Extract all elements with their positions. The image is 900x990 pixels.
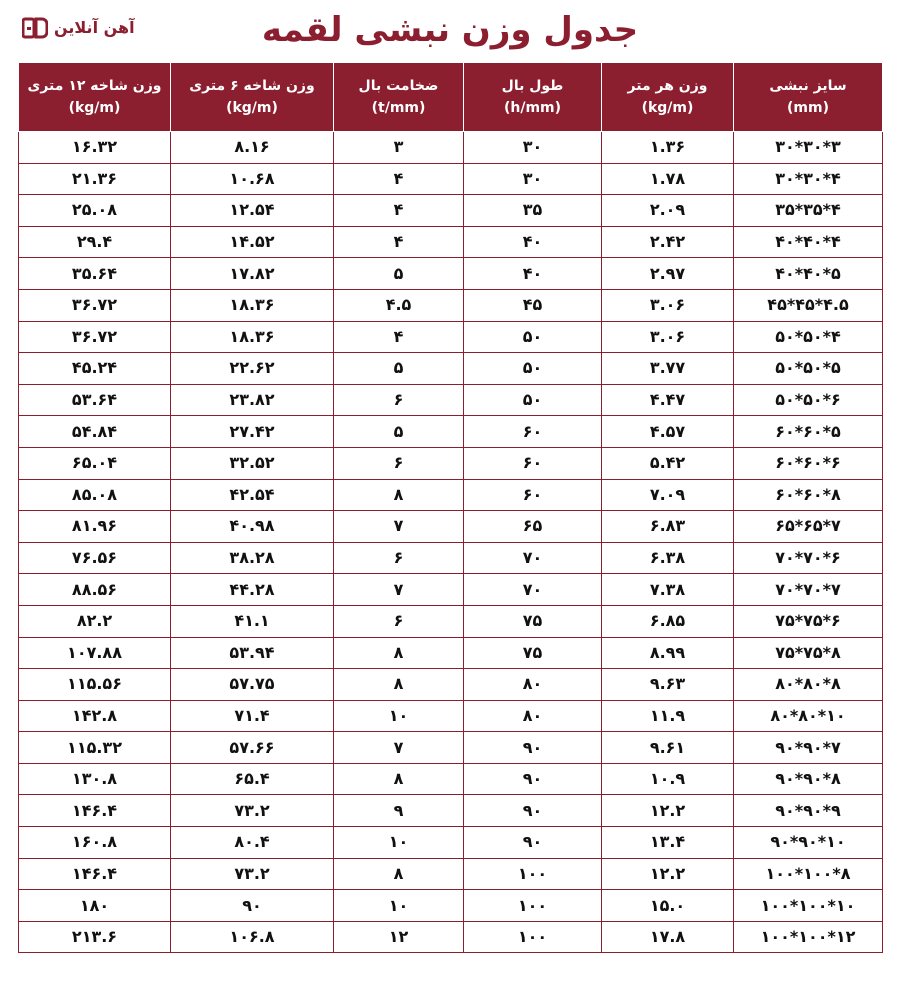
cell-size: ۶۰*۶۰*۸: [734, 479, 883, 511]
header-size: [734, 63, 883, 132]
cell-weight-per-meter: ۶.۸۵: [602, 605, 734, 637]
cell-flange-length: ۶۰: [464, 479, 602, 511]
cell-size: ۶۰*۶۰*۵: [734, 416, 883, 448]
cell-weight-12m: ۱۱۵.۳۲: [19, 732, 171, 764]
cell-weight-12m: ۱۸۰: [19, 890, 171, 922]
cell-flange-length: ۶۰: [464, 447, 602, 479]
table-header: [19, 63, 883, 132]
cell-weight-per-meter: ۹.۶۳: [602, 669, 734, 701]
table-row: [19, 289, 883, 321]
cell-weight-6m: ۱۲.۵۴: [171, 195, 334, 227]
header-row: [19, 63, 883, 132]
cell-weight-per-meter: ۵.۴۲: [602, 447, 734, 479]
table-row: [19, 890, 883, 922]
cell-weight-12m: ۸۱.۹۶: [19, 511, 171, 543]
cell-size: ۴۵*۴۵*۴.۵: [734, 289, 883, 321]
cell-weight-per-meter: ۱.۷۸: [602, 163, 734, 195]
header-flange-thickness-unit: (t/mm): [371, 100, 426, 116]
cell-weight-6m: ۱۴.۵۲: [171, 226, 334, 258]
table-row: [19, 321, 883, 353]
cell-flange-thickness: ۴.۵: [334, 289, 464, 321]
cell-weight-12m: ۳۶.۷۲: [19, 321, 171, 353]
cell-flange-thickness: ۸: [334, 479, 464, 511]
cell-weight-12m: ۲۵.۰۸: [19, 195, 171, 227]
cell-weight-12m: ۸۵.۰۸: [19, 479, 171, 511]
cell-weight-per-meter: ۴.۴۷: [602, 384, 734, 416]
table-row: [19, 921, 883, 953]
cell-weight-6m: ۶۵.۴: [171, 763, 334, 795]
cell-size: ۵۰*۵۰*۵: [734, 353, 883, 385]
cell-weight-12m: ۵۴.۸۴: [19, 416, 171, 448]
cell-weight-per-meter: ۱۱.۹: [602, 700, 734, 732]
cell-flange-thickness: ۵: [334, 353, 464, 385]
cell-flange-thickness: ۱۰: [334, 700, 464, 732]
cell-flange-thickness: ۴: [334, 226, 464, 258]
cell-weight-per-meter: ۱۵.۰: [602, 890, 734, 922]
cell-flange-thickness: ۴: [334, 163, 464, 195]
cell-flange-thickness: ۱۲: [334, 921, 464, 953]
cell-size: ۴۰*۴۰*۴: [734, 226, 883, 258]
cell-weight-6m: ۱۷.۸۲: [171, 258, 334, 290]
table-row: [19, 416, 883, 448]
cell-weight-per-meter: ۲.۰۹: [602, 195, 734, 227]
cell-weight-12m: ۸۲.۲: [19, 605, 171, 637]
cell-flange-thickness: ۴: [334, 195, 464, 227]
cell-weight-per-meter: ۷.۰۹: [602, 479, 734, 511]
cell-flange-length: ۴۵: [464, 289, 602, 321]
cell-flange-thickness: ۶: [334, 605, 464, 637]
header-flange-length-unit: (h/mm): [503, 100, 562, 116]
header-weight-12m-unit: (kg/m): [68, 100, 121, 116]
cell-flange-length: ۷۵: [464, 605, 602, 637]
cell-weight-per-meter: ۱۰.۹: [602, 763, 734, 795]
cell-flange-length: ۹۰: [464, 763, 602, 795]
cell-flange-thickness: ۷: [334, 732, 464, 764]
header-flange-thickness-label: ضخامت بال: [358, 78, 439, 94]
cell-weight-12m: ۵۳.۶۴: [19, 384, 171, 416]
cell-flange-thickness: ۱۰: [334, 890, 464, 922]
header-size-unit: (mm): [787, 100, 829, 116]
cell-flange-thickness: ۶: [334, 447, 464, 479]
cell-weight-6m: ۷۳.۲: [171, 795, 334, 827]
table-row: [19, 226, 883, 258]
table-row: [19, 195, 883, 227]
cell-weight-per-meter: ۹.۶۱: [602, 732, 734, 764]
brand-logo-text: آهن آنلاین: [54, 18, 135, 37]
cell-size: ۴۰*۴۰*۵: [734, 258, 883, 290]
cell-size: ۶۰*۶۰*۶: [734, 447, 883, 479]
cell-weight-6m: ۸۰.۴: [171, 827, 334, 859]
cell-size: ۳۵*۳۵*۴: [734, 195, 883, 227]
header-weight-6m-unit: (kg/m): [226, 100, 278, 116]
cell-flange-thickness: ۶: [334, 384, 464, 416]
cell-weight-6m: ۱۸.۳۶: [171, 289, 334, 321]
header-weight-12m: [19, 63, 171, 132]
cell-size: ۳۰*۳۰*۳: [734, 132, 883, 164]
cell-flange-thickness: ۶: [334, 542, 464, 574]
cell-flange-length: ۴۰: [464, 226, 602, 258]
cell-size: ۷۰*۷۰*۷: [734, 574, 883, 606]
cell-size: ۳۰*۳۰*۴: [734, 163, 883, 195]
cell-size: ۱۰۰*۱۰۰*۱۲: [734, 921, 883, 953]
cell-weight-12m: ۱۴۶.۴: [19, 795, 171, 827]
cell-size: ۶۵*۶۵*۷: [734, 511, 883, 543]
header-weight-per-meter-unit: (kg/m): [641, 100, 694, 116]
table-row: [19, 795, 883, 827]
cell-weight-per-meter: ۸.۹۹: [602, 637, 734, 669]
header-weight-per-meter: [602, 63, 734, 132]
cell-weight-6m: ۴۴.۲۸: [171, 574, 334, 606]
cell-weight-6m: ۱۸.۳۶: [171, 321, 334, 353]
cell-flange-length: ۶۰: [464, 416, 602, 448]
cell-weight-6m: ۴۲.۵۴: [171, 479, 334, 511]
table-body: [19, 132, 883, 953]
cell-weight-6m: ۲۲.۶۲: [171, 353, 334, 385]
cell-weight-12m: ۴۵.۲۴: [19, 353, 171, 385]
table-row: [19, 132, 883, 164]
cell-size: ۹۰*۹۰*۷: [734, 732, 883, 764]
cell-weight-6m: ۷۳.۲: [171, 858, 334, 890]
cell-weight-per-meter: ۱۲.۲: [602, 795, 734, 827]
cell-weight-12m: ۶۵.۰۴: [19, 447, 171, 479]
cell-weight-per-meter: ۱۳.۴: [602, 827, 734, 859]
cell-weight-6m: ۵۳.۹۴: [171, 637, 334, 669]
cell-weight-12m: ۱۱۵.۵۶: [19, 669, 171, 701]
table-row: [19, 858, 883, 890]
cell-weight-12m: ۲۱.۳۶: [19, 163, 171, 195]
cell-flange-thickness: ۹: [334, 795, 464, 827]
cell-weight-per-meter: ۱۲.۲: [602, 858, 734, 890]
cell-size: ۷۵*۷۵*۸: [734, 637, 883, 669]
cell-flange-length: ۱۰۰: [464, 890, 602, 922]
cell-weight-6m: ۴۱.۱: [171, 605, 334, 637]
table-row: [19, 447, 883, 479]
cell-flange-length: ۹۰: [464, 827, 602, 859]
cell-weight-6m: ۵۷.۷۵: [171, 669, 334, 701]
cell-flange-length: ۸۰: [464, 669, 602, 701]
cell-flange-thickness: ۷: [334, 574, 464, 606]
cell-weight-12m: ۱۴۲.۸: [19, 700, 171, 732]
cell-weight-12m: ۲۱۳.۶: [19, 921, 171, 953]
cell-flange-length: ۳۰: [464, 132, 602, 164]
cell-weight-per-meter: ۳.۰۶: [602, 289, 734, 321]
cell-flange-thickness: ۸: [334, 637, 464, 669]
cell-weight-6m: ۴۰.۹۸: [171, 511, 334, 543]
cell-weight-12m: ۱۰۷.۸۸: [19, 637, 171, 669]
cell-flange-length: ۱۰۰: [464, 921, 602, 953]
cell-weight-12m: ۳۶.۷۲: [19, 289, 171, 321]
cell-flange-length: ۵۰: [464, 353, 602, 385]
table-row: [19, 353, 883, 385]
cell-flange-thickness: ۴: [334, 321, 464, 353]
cell-size: ۵۰*۵۰*۶: [734, 384, 883, 416]
cell-weight-6m: ۵۷.۶۶: [171, 732, 334, 764]
cell-flange-thickness: ۸: [334, 763, 464, 795]
table-row: [19, 763, 883, 795]
cell-size: ۹۰*۹۰*۱۰: [734, 827, 883, 859]
page-title: جدول وزن نبشی لقمه: [261, 10, 639, 50]
angle-weight-table: [18, 62, 883, 953]
table-row: [19, 163, 883, 195]
cell-size: ۹۰*۹۰*۸: [734, 763, 883, 795]
cell-flange-thickness: ۷: [334, 511, 464, 543]
table-row: [19, 669, 883, 701]
cell-size: ۱۰۰*۱۰۰*۱۰: [734, 890, 883, 922]
cell-weight-12m: ۲۹.۴: [19, 226, 171, 258]
table-row: [19, 542, 883, 574]
header-weight-12m-label: وزن شاخه ۱۲ متری: [27, 78, 162, 94]
table-row: [19, 700, 883, 732]
cell-flange-length: ۱۰۰: [464, 858, 602, 890]
cell-flange-length: ۵۰: [464, 384, 602, 416]
cell-flange-length: ۶۵: [464, 511, 602, 543]
cell-weight-per-meter: ۶.۳۸: [602, 542, 734, 574]
table-row: [19, 637, 883, 669]
cell-flange-thickness: ۵: [334, 416, 464, 448]
cell-flange-thickness: ۳: [334, 132, 464, 164]
cell-flange-length: ۳۰: [464, 163, 602, 195]
cell-flange-length: ۹۰: [464, 732, 602, 764]
cell-weight-6m: ۲۷.۴۲: [171, 416, 334, 448]
cell-weight-6m: ۸.۱۶: [171, 132, 334, 164]
cell-weight-6m: ۱۰.۶۸: [171, 163, 334, 195]
cell-flange-length: ۳۵: [464, 195, 602, 227]
table-row: [19, 384, 883, 416]
cell-weight-per-meter: ۳.۰۶: [602, 321, 734, 353]
cell-weight-per-meter: ۴.۵۷: [602, 416, 734, 448]
table-row: [19, 574, 883, 606]
cell-weight-6m: ۳۸.۲۸: [171, 542, 334, 574]
cell-weight-per-meter: ۳.۷۷: [602, 353, 734, 385]
cell-weight-12m: ۱۶۰.۸: [19, 827, 171, 859]
cell-size: ۵۰*۵۰*۴: [734, 321, 883, 353]
header-flange-length-label: طول بال: [501, 78, 564, 94]
cell-flange-length: ۵۰: [464, 321, 602, 353]
cell-flange-thickness: ۸: [334, 858, 464, 890]
cell-weight-12m: ۳۵.۶۴: [19, 258, 171, 290]
cell-weight-12m: ۸۸.۵۶: [19, 574, 171, 606]
cell-weight-6m: ۲۳.۸۲: [171, 384, 334, 416]
cell-weight-6m: ۹۰: [171, 890, 334, 922]
cell-weight-12m: ۱۳۰.۸: [19, 763, 171, 795]
cell-flange-thickness: ۱۰: [334, 827, 464, 859]
cell-weight-per-meter: ۲.۴۲: [602, 226, 734, 258]
cell-flange-length: ۷۰: [464, 542, 602, 574]
header-weight-6m: [171, 63, 334, 132]
cell-weight-6m: ۱۰۶.۸: [171, 921, 334, 953]
cell-weight-12m: ۱۴۶.۴: [19, 858, 171, 890]
table-row: [19, 605, 883, 637]
table-row: [19, 827, 883, 859]
table-row: [19, 511, 883, 543]
cell-flange-length: ۴۰: [464, 258, 602, 290]
cell-weight-12m: ۷۶.۵۶: [19, 542, 171, 574]
cell-weight-per-meter: ۶.۸۳: [602, 511, 734, 543]
table-row: [19, 479, 883, 511]
cell-size: ۸۰*۸۰*۸: [734, 669, 883, 701]
table-row: [19, 258, 883, 290]
cell-weight-per-meter: ۷.۳۸: [602, 574, 734, 606]
cell-weight-per-meter: ۱.۳۶: [602, 132, 734, 164]
cell-size: ۸۰*۸۰*۱۰: [734, 700, 883, 732]
cell-size: ۱۰۰*۱۰۰*۸: [734, 858, 883, 890]
cell-size: ۷۰*۷۰*۶: [734, 542, 883, 574]
cell-weight-per-meter: ۲.۹۷: [602, 258, 734, 290]
cell-flange-length: ۷۰: [464, 574, 602, 606]
cell-size: ۹۰*۹۰*۹: [734, 795, 883, 827]
cell-weight-6m: ۷۱.۴: [171, 700, 334, 732]
header-weight-6m-label: وزن شاخه ۶ متری: [189, 78, 315, 94]
cell-flange-length: ۷۵: [464, 637, 602, 669]
header-flange-thickness: [334, 63, 464, 132]
cell-flange-thickness: ۵: [334, 258, 464, 290]
cell-flange-thickness: ۸: [334, 669, 464, 701]
cell-flange-length: ۹۰: [464, 795, 602, 827]
header-flange-length: [464, 63, 602, 132]
cell-weight-12m: ۱۶.۳۲: [19, 132, 171, 164]
cell-size: ۷۵*۷۵*۶: [734, 605, 883, 637]
header-weight-per-meter-label: وزن هر متر: [627, 78, 708, 94]
header-size-label: سایز نبشی: [769, 78, 847, 94]
cell-flange-length: ۸۰: [464, 700, 602, 732]
table-row: [19, 732, 883, 764]
cell-weight-per-meter: ۱۷.۸: [602, 921, 734, 953]
cell-weight-6m: ۳۲.۵۲: [171, 447, 334, 479]
